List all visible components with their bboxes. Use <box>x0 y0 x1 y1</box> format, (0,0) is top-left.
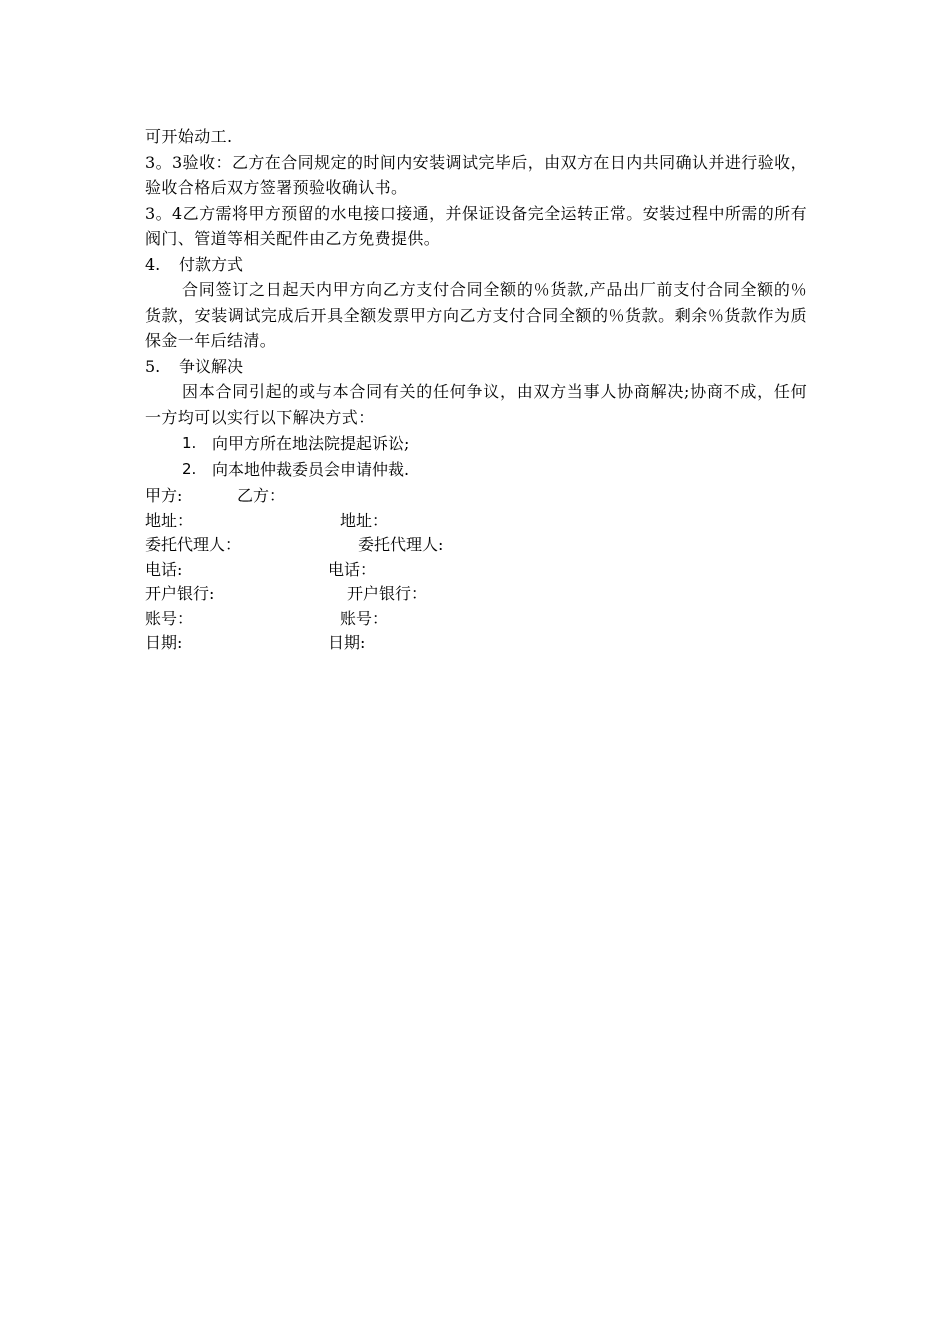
list-item <box>145 430 807 457</box>
signature-row-bank <box>145 581 807 606</box>
signature-row-address <box>145 508 807 533</box>
list-number: 2. <box>182 460 197 478</box>
list-text: 向本地仲裁委员会申请仲裁. <box>212 460 410 479</box>
dispute-resolution-paragraph: 因本合同引起的或与本合同有关的任何争议，由双方当事人协商解决;协商不成，任何一方均可以实行以下解决方式： <box>145 382 807 427</box>
party-b-agent-label: 委托代理人: <box>358 535 444 554</box>
signature-row-phone <box>145 557 807 582</box>
list-number: 1. <box>182 433 197 452</box>
section-number: 4. <box>145 254 161 274</box>
section-title: 付款方式 <box>179 254 244 274</box>
document-body <box>145 124 807 655</box>
signature-row-party <box>145 483 807 508</box>
party-b-phone-label: 电话： <box>328 559 377 579</box>
text-line-start: 可开始动工. <box>145 127 233 146</box>
signature-row-date <box>145 630 807 655</box>
list-text: 向甲方所在地法院提起诉讼; <box>212 433 410 453</box>
party-b-account-label: 账号： <box>340 608 389 628</box>
section-number: 5. <box>145 356 161 376</box>
clause-3-3-acceptance: 3。3验收：乙方在合同规定的时间内安装调试完毕后，由双方在日内共同确认并进行验收，验收合格后双方签署预验收确认书。 <box>145 152 807 197</box>
signature-block <box>145 483 807 655</box>
party-a-phone-label: 电话: <box>145 559 183 579</box>
party-a-account-label: 账号： <box>145 608 194 628</box>
party-a-address-label: 地址： <box>145 510 194 530</box>
party-a-agent-label: 委托代理人： <box>145 535 242 554</box>
party-b-bank-label: 开户银行： <box>347 584 428 603</box>
payment-terms-paragraph: 合同签订之日起天内甲方向乙方支付合同全额的％货款,产品出厂前支付合同全额的％货款，安装调试完成后开具全额发票甲方向乙方支付合同全额的％货款。剩余％货款作为质保金一年后结清。 <box>145 280 807 350</box>
party-b-label: 乙方： <box>237 486 286 505</box>
clause-3-4-utilities: 3。4乙方需将甲方预留的水电接口接通，并保证设备完全运转正常。安装过程中所需的所有阀门、管道等相关配件由乙方免费提供。 <box>145 203 807 248</box>
party-a-bank-label: 开户银行: <box>145 584 215 603</box>
list-item <box>145 457 807 484</box>
party-a-date-label: 日期: <box>145 633 183 652</box>
party-a-label: 甲方: <box>145 486 183 505</box>
party-b-address-label: 地址： <box>340 510 389 530</box>
signature-row-agent <box>145 532 807 557</box>
section-title: 争议解决 <box>179 356 244 376</box>
section-4-heading <box>145 252 807 278</box>
party-b-date-label: 日期: <box>328 633 366 652</box>
section-5-heading <box>145 354 807 380</box>
signature-row-account <box>145 606 807 631</box>
